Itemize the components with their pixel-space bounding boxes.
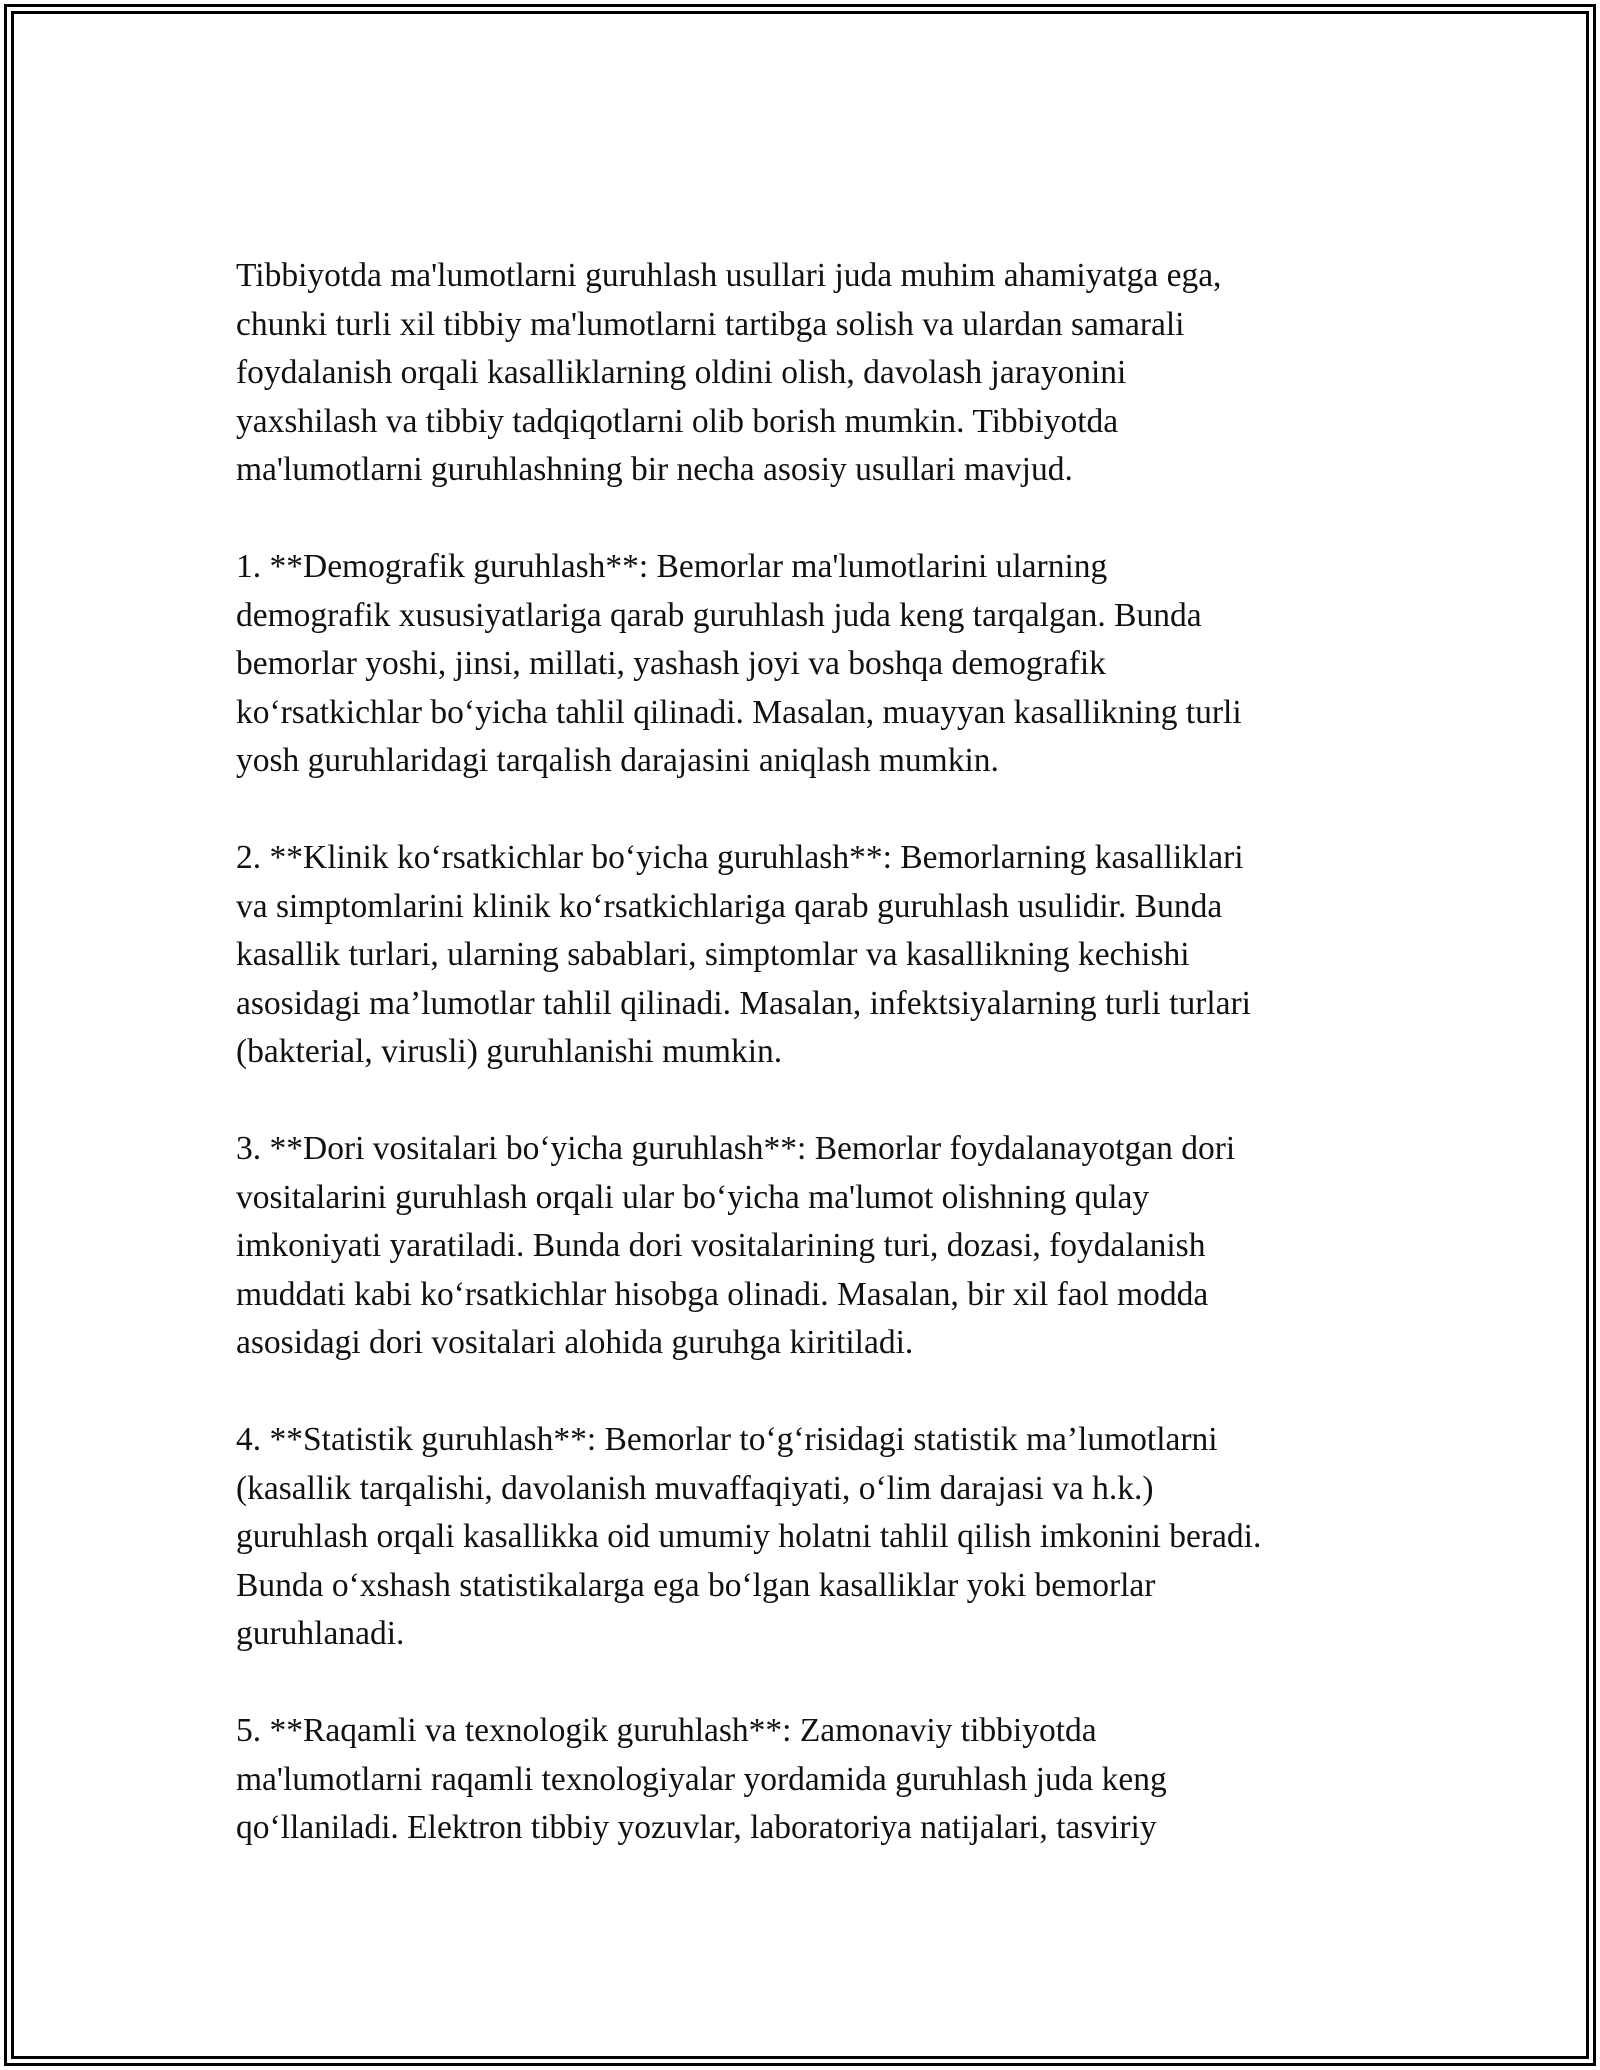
text-line: Tibbiyotda ma'lumotlarni guruhlash usullari juda muhim ahamiyatga ega,	[236, 257, 1222, 294]
text-line: ma'lumotlarni guruhlashning bir necha asosiy usullari mavjud.	[236, 451, 1073, 488]
text-line: guruhlash orqali kasallikka oid umumiy holatni tahlil qilish imkonini beradi.	[236, 1518, 1262, 1555]
text-line: bemorlar yoshi, jinsi, millati, yashash joyi va boshqa demografik	[236, 645, 1106, 682]
text-line: ko‘rsatkichlar bo‘yicha tahlil qilinadi. Masalan, muayyan kasallikning turli	[236, 693, 1242, 731]
text-line: foydalanish orqali kasalliklarning oldini olish, davolash jarayonini	[236, 354, 1127, 391]
text-line: va simptomlarini klinik ko‘rsatkichlariga qarab guruhlash usulidir. Bunda	[236, 887, 1223, 925]
text-line: (kasallik tarqalishi, davolanish muvaffaqiyati, o‘lim darajasi va h.k.)	[236, 1469, 1154, 1507]
document-body	[236, 252, 1366, 1853]
text-line: ma'lumotlarni raqamli texnologiyalar yordamida guruhlash juda keng	[236, 1760, 1167, 1798]
paragraph-item-3	[236, 1125, 1366, 1368]
paragraph-intro	[236, 252, 1366, 495]
text-line: kasallik turlari, ularning sabablari, simptomlar va kasallikning kechishi	[236, 936, 1190, 973]
paragraph-item-4	[236, 1416, 1366, 1659]
text-line: 1. **Demografik guruhlash**: Bemorlar ma'lumotlarini ularning	[236, 548, 1108, 585]
text-line: 3. **Dori vositalari bo‘yicha guruhlash**: Bemorlar foydalanayotgan dori	[236, 1130, 1236, 1167]
text-line: guruhlanadi.	[236, 1615, 405, 1652]
paragraph-item-2	[236, 834, 1366, 1077]
text-line: 5. **Raqamli va texnologik guruhlash**: Zamonaviy tibbiyotda	[236, 1712, 1097, 1749]
text-line: Bunda o‘xshash statistikalarga ega bo‘lgan kasalliklar yoki bemorlar	[236, 1566, 1156, 1604]
paragraph-item-1	[236, 543, 1366, 786]
paragraph-item-5	[236, 1707, 1366, 1853]
text-line: demografik xususiyatlariga qarab guruhlash juda keng tarqalgan. Bunda	[236, 596, 1202, 634]
text-line: muddati kabi ko‘rsatkichlar hisobga olinadi. Masalan, bir xil faol modda	[236, 1275, 1209, 1313]
text-line: chunki turli xil tibbiy ma'lumotlarni tartibga solish va ulardan samarali	[236, 305, 1185, 343]
text-line: asosidagi ma’lumotlar tahlil qilinadi. Masalan, infektsiyalarning turli turlari	[236, 984, 1251, 1022]
text-line: qo‘llaniladi. Elektron tibbiy yozuvlar, laboratoriya natijalari, tasviriy	[236, 1809, 1157, 1846]
text-line: imkoniyati yaratiladi. Bunda dori vositalarining turi, dozasi, foydalanish	[236, 1227, 1206, 1264]
text-line: (bakterial, virusli) guruhlanishi mumkin.	[236, 1033, 783, 1070]
text-line: yaxshilash va tibbiy tadqiqotlarni olib borish mumkin. Tibbiyotda	[236, 402, 1119, 440]
text-line: asosidagi dori vositalari alohida guruhga kiritiladi.	[236, 1324, 914, 1361]
text-line: vositalarini guruhlash orqali ular bo‘yicha ma'lumot olishning qulay	[236, 1178, 1150, 1216]
text-line: yosh guruhlaridagi tarqalish darajasini aniqlash mumkin.	[236, 742, 999, 779]
text-line: 4. **Statistik guruhlash**: Bemorlar to‘g‘risidagi statistik ma’lumotlarni	[236, 1421, 1218, 1458]
text-line: 2. **Klinik ko‘rsatkichlar bo‘yicha guruhlash**: Bemorlarning kasalliklari	[236, 839, 1244, 876]
